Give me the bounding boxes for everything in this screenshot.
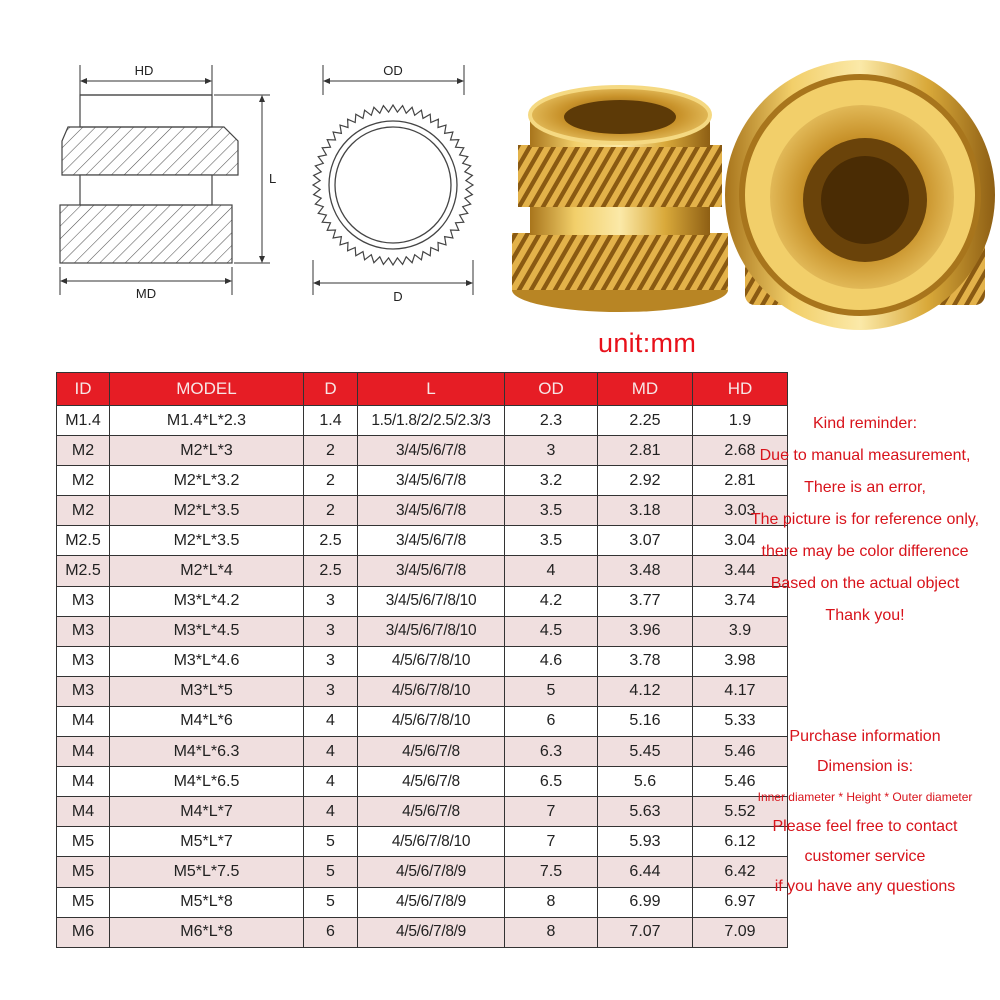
- table-cell-od: 3.5: [505, 526, 598, 556]
- table-row: [57, 616, 788, 646]
- table-cell-d: 5: [304, 857, 358, 887]
- brass-inserts-illustration: [490, 45, 1000, 335]
- l-label: L: [269, 171, 277, 186]
- table-cell-md: 3.18: [598, 496, 693, 526]
- reminder-line: Kind reminder:: [812, 415, 918, 432]
- table-cell-model: M3*L*4.5: [110, 616, 304, 646]
- table-cell-model: M3*L*5: [110, 676, 304, 706]
- table-cell-id: M5: [57, 857, 110, 887]
- spec-table: [56, 372, 788, 948]
- table-cell-d: 4: [304, 706, 358, 736]
- table-row: [57, 737, 788, 767]
- table-cell-l: 4/5/6/7/8/10: [358, 646, 505, 676]
- table-cell-md: 2.81: [598, 436, 693, 466]
- table-row: [57, 887, 788, 917]
- table-row: [57, 917, 788, 947]
- table-cell-md: 4.12: [598, 676, 693, 706]
- d-label: D: [393, 289, 403, 304]
- table-cell-d: 4: [304, 737, 358, 767]
- table-cell-l: 4/5/6/7/8/9: [358, 857, 505, 887]
- table-cell-l: 4/5/6/7/8/9: [358, 887, 505, 917]
- table-cell-id: M2: [57, 436, 110, 466]
- hd-label: HD: [134, 63, 154, 78]
- table-cell-hd: 3.03: [693, 496, 788, 526]
- table-cell-id: M5: [57, 887, 110, 917]
- table-cell-id: M2: [57, 466, 110, 496]
- column-header-model: MODEL: [110, 373, 304, 406]
- table-row: [57, 827, 788, 857]
- table-cell-od: 2.3: [505, 406, 598, 436]
- table-cell-model: M2*L*3.2: [110, 466, 304, 496]
- table-cell-md: 3.96: [598, 616, 693, 646]
- table-cell-md: 3.48: [598, 556, 693, 586]
- table-cell-md: 3.77: [598, 586, 693, 616]
- table-cell-d: 5: [304, 827, 358, 857]
- table-cell-hd: 5.46: [693, 767, 788, 797]
- table-cell-hd: 6.97: [693, 887, 788, 917]
- purchase-line: Please feel free to contact: [772, 818, 958, 835]
- unit-label: unit:mm: [598, 328, 697, 358]
- table-cell-l: 3/4/5/6/7/8: [358, 556, 505, 586]
- table-cell-hd: 2.81: [693, 466, 788, 496]
- side-view: [60, 63, 276, 301]
- table-cell-od: 7: [505, 797, 598, 827]
- table-cell-id: M2.5: [57, 526, 110, 556]
- table-cell-hd: 6.42: [693, 857, 788, 887]
- table-cell-hd: 3.9: [693, 616, 788, 646]
- table-cell-od: 3.5: [505, 496, 598, 526]
- table-cell-hd: 5.52: [693, 797, 788, 827]
- table-cell-md: 5.93: [598, 827, 693, 857]
- reminder-line: Thank you!: [825, 607, 905, 624]
- table-cell-model: M5*L*8: [110, 887, 304, 917]
- table-cell-md: 3.07: [598, 526, 693, 556]
- table-cell-l: 4/5/6/7/8: [358, 767, 505, 797]
- md-label: MD: [135, 286, 157, 301]
- table-cell-od: 7: [505, 827, 598, 857]
- od-label: OD: [383, 63, 403, 78]
- table-cell-d: 4: [304, 797, 358, 827]
- table-cell-d: 2.5: [304, 526, 358, 556]
- table-cell-l: 3/4/5/6/7/8/10: [358, 586, 505, 616]
- dimension-diagram: [40, 55, 490, 315]
- table-row: [57, 406, 788, 436]
- table-cell-od: 8: [505, 917, 598, 947]
- table-cell-hd: 1.9: [693, 406, 788, 436]
- table-cell-d: 6: [304, 917, 358, 947]
- column-header-hd: HD: [693, 373, 788, 406]
- table-body: [57, 406, 788, 948]
- table-cell-md: 5.6: [598, 767, 693, 797]
- table-cell-id: M3: [57, 616, 110, 646]
- table-cell-id: M2.5: [57, 556, 110, 586]
- table-cell-od: 3: [505, 436, 598, 466]
- table-cell-od: 6.5: [505, 767, 598, 797]
- table-cell-hd: 3.44: [693, 556, 788, 586]
- reminder-line: there may be color difference: [761, 543, 969, 560]
- table-cell-od: 4.5: [505, 616, 598, 646]
- column-header-id: ID: [57, 373, 110, 406]
- table-cell-d: 2.5: [304, 556, 358, 586]
- table-cell-md: 2.92: [598, 466, 693, 496]
- table-cell-d: 4: [304, 767, 358, 797]
- table-cell-md: 7.07: [598, 917, 693, 947]
- table-cell-l: 3/4/5/6/7/8: [358, 496, 505, 526]
- table-cell-id: M4: [57, 706, 110, 736]
- table-row: [57, 556, 788, 586]
- table-cell-id: M4: [57, 767, 110, 797]
- table-cell-model: M5*L*7.5: [110, 857, 304, 887]
- purchase-line: Inner diameter * Height * Outer diameter: [757, 790, 973, 804]
- table-cell-d: 2: [304, 466, 358, 496]
- table-cell-id: M5: [57, 827, 110, 857]
- table-cell-hd: 5.33: [693, 706, 788, 736]
- table-cell-model: M2*L*3.5: [110, 496, 304, 526]
- table-row: [57, 586, 788, 616]
- table-cell-md: 5.16: [598, 706, 693, 736]
- table-cell-id: M6: [57, 917, 110, 947]
- column-header-od: OD: [505, 373, 598, 406]
- table-cell-hd: 4.17: [693, 676, 788, 706]
- reminder-line: There is an error,: [804, 479, 926, 496]
- table-row: [57, 857, 788, 887]
- table-cell-model: M2*L*3: [110, 436, 304, 466]
- column-header-d: D: [304, 373, 358, 406]
- table-cell-l: 3/4/5/6/7/8/10: [358, 616, 505, 646]
- top-view: [313, 63, 473, 304]
- table-row: [57, 767, 788, 797]
- table-cell-id: M1.4: [57, 406, 110, 436]
- table-cell-l: 1.5/1.8/2/2.5/2.3/3: [358, 406, 505, 436]
- table-cell-d: 3: [304, 616, 358, 646]
- reminder-line: The picture is for reference only,: [750, 511, 980, 528]
- reminder-line: Due to manual measurement,: [759, 447, 971, 464]
- table-cell-d: 5: [304, 887, 358, 917]
- table-cell-l: 4/5/6/7/8/10: [358, 676, 505, 706]
- purchase-line: Purchase information: [789, 728, 941, 745]
- table-cell-l: 4/5/6/7/8/9: [358, 917, 505, 947]
- table-cell-l: 4/5/6/7/8/10: [358, 706, 505, 736]
- table-cell-od: 6.3: [505, 737, 598, 767]
- table-cell-model: M3*L*4.6: [110, 646, 304, 676]
- table-cell-id: M3: [57, 646, 110, 676]
- purchase-line: if you have any questions: [774, 878, 956, 895]
- table-cell-od: 7.5: [505, 857, 598, 887]
- purchase-line: Dimension is:: [816, 758, 914, 775]
- table-cell-id: M3: [57, 676, 110, 706]
- table-cell-model: M4*L*7: [110, 797, 304, 827]
- table-cell-md: 2.25: [598, 406, 693, 436]
- table-row: [57, 676, 788, 706]
- table-cell-od: 4.2: [505, 586, 598, 616]
- product-photo: [490, 45, 1000, 335]
- table-row: [57, 797, 788, 827]
- column-header-md: MD: [598, 373, 693, 406]
- table-cell-model: M4*L*6.3: [110, 737, 304, 767]
- kind-reminder: [730, 408, 1000, 632]
- table-cell-model: M1.4*L*2.3: [110, 406, 304, 436]
- table-row: [57, 466, 788, 496]
- purchase-line: customer service: [804, 848, 926, 865]
- insert-right: [725, 60, 995, 330]
- table-cell-d: 2: [304, 436, 358, 466]
- table-cell-id: M3: [57, 586, 110, 616]
- table-cell-l: 4/5/6/7/8: [358, 797, 505, 827]
- table-row: [57, 496, 788, 526]
- reminder-line: Based on the actual object: [770, 575, 960, 592]
- table-cell-hd: 3.04: [693, 526, 788, 556]
- table-cell-od: 4.6: [505, 646, 598, 676]
- insert-left: [512, 87, 728, 312]
- dimension-diagram-svg: [40, 55, 490, 315]
- table-cell-model: M3*L*4.2: [110, 586, 304, 616]
- column-header-l: L: [358, 373, 505, 406]
- table-cell-d: 3: [304, 586, 358, 616]
- table-cell-l: 3/4/5/6/7/8: [358, 466, 505, 496]
- table-cell-model: M6*L*8: [110, 917, 304, 947]
- table-cell-d: 3: [304, 676, 358, 706]
- table-cell-md: 5.45: [598, 737, 693, 767]
- table-cell-od: 4: [505, 556, 598, 586]
- table-cell-id: M4: [57, 737, 110, 767]
- table-cell-id: M2: [57, 496, 110, 526]
- table-row: [57, 706, 788, 736]
- table-cell-model: M4*L*6: [110, 706, 304, 736]
- table-cell-d: 3: [304, 646, 358, 676]
- table-cell-l: 4/5/6/7/8: [358, 737, 505, 767]
- table-cell-hd: 3.74: [693, 586, 788, 616]
- table-cell-md: 3.78: [598, 646, 693, 676]
- table-cell-md: 5.63: [598, 797, 693, 827]
- table-cell-model: M4*L*6.5: [110, 767, 304, 797]
- table-header-row: [57, 373, 788, 406]
- table-cell-od: 5: [505, 676, 598, 706]
- table-cell-md: 6.44: [598, 857, 693, 887]
- table-cell-md: 6.99: [598, 887, 693, 917]
- table-cell-model: M5*L*7: [110, 827, 304, 857]
- table-cell-id: M4: [57, 797, 110, 827]
- table-cell-l: 4/5/6/7/8/10: [358, 827, 505, 857]
- table-cell-hd: 3.98: [693, 646, 788, 676]
- table-row: [57, 436, 788, 466]
- table-cell-d: 1.4: [304, 406, 358, 436]
- table-cell-od: 3.2: [505, 466, 598, 496]
- table-cell-l: 3/4/5/6/7/8: [358, 526, 505, 556]
- table-cell-hd: 7.09: [693, 917, 788, 947]
- table-cell-hd: 5.46: [693, 737, 788, 767]
- table-cell-hd: 6.12: [693, 827, 788, 857]
- table-row: [57, 646, 788, 676]
- table-cell-d: 2: [304, 496, 358, 526]
- purchase-information: [730, 722, 1000, 902]
- table-cell-od: 8: [505, 887, 598, 917]
- table-cell-model: M2*L*4: [110, 556, 304, 586]
- table-cell-od: 6: [505, 706, 598, 736]
- table-cell-model: M2*L*3.5: [110, 526, 304, 556]
- table-row: [57, 526, 788, 556]
- table-cell-l: 3/4/5/6/7/8: [358, 436, 505, 466]
- table-cell-hd: 2.68: [693, 436, 788, 466]
